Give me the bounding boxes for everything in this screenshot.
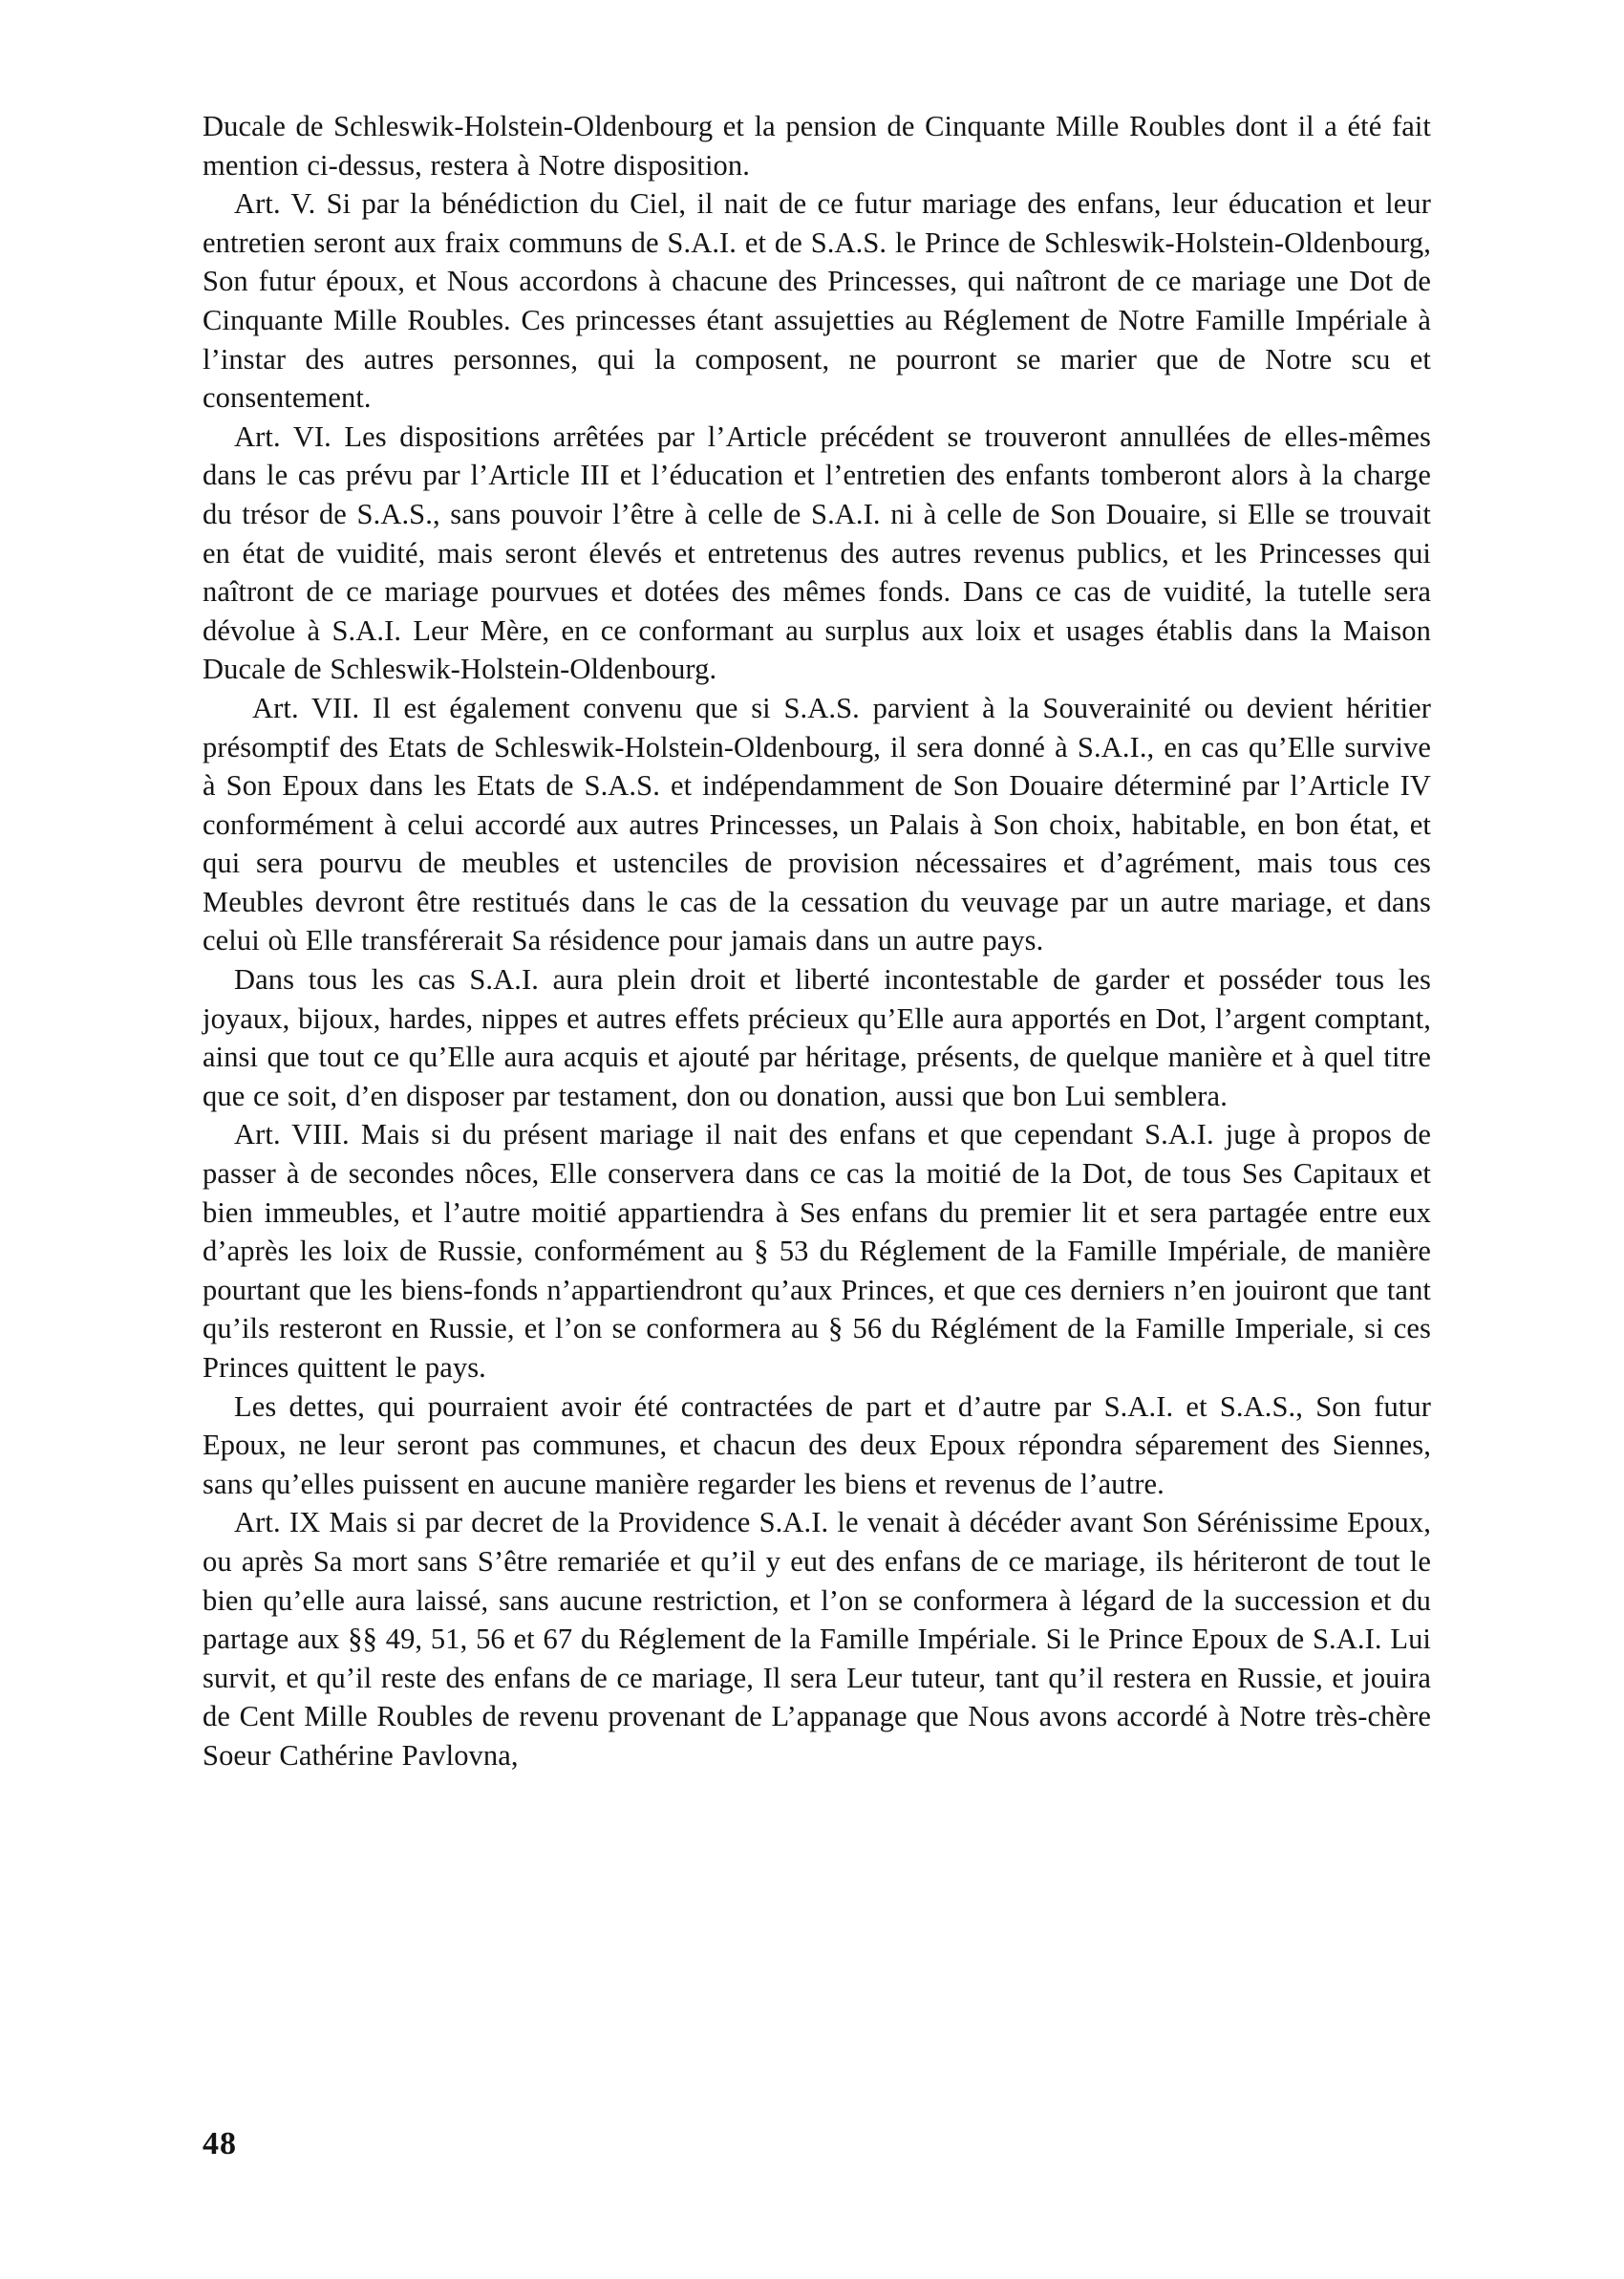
paragraph-article-viii: Art. VIII. Mais si du présent mariage il nait des enfans et que cependant S.A.I. juge à propos de passer à de secondes nôces, Elle conservera dans ce cas la moitié de la Dot, de tous Ses Capitaux et bien immeubles, et l’autre moitié appartiendra à Ses enfans du premier lit et sera partagée entre eux d’après les loix de Russie, conformément au § 53 du Réglement de la Famille Impériale, de manière pourtant que les biens-fonds n’appartiendront qu’aux Princes, et que ces derniers n’en jouiront que tant qu’ils resteront en Russie, et l’on se conformera au § 56 du Réglément de la Famille Imperiale, si ces Princes quittent le pays. — [203, 1118, 1431, 1384]
page-number: 48 — [203, 2126, 237, 2161]
document-page — [203, 107, 1431, 1775]
paragraph-article-ix: Art. IX Mais si par decret de la Providence S.A.I. le venait à décéder avant Son Sérénissime Epoux, ou après Sa mort sans S’être remariée et qu’il y eut des enfans de ce mariage, ils hériteront de tout le bien qu’elle aura laissé, sans aucune restriction, et l’on se conformera à légard de la succession et du partage aux §§ 49, 51, 56 et 67 du Réglement de la Famille Impériale. Si le Prince Epoux de S.A.I. Lui survit, et qu’il reste des enfans de ce mariage, Il sera Leur tuteur, tant qu’il restera en Russie, et jouira de Cent Mille Roubles de revenu provenant de L’appanage que Nous avons accordé à Notre très-chère Soeur Cathérine Pavlovna, — [203, 1506, 1431, 1772]
paragraph-rights: Dans tous les cas S.A.I. aura plein droit et liberté incontestable de garder et posséder tous les joyaux, bijoux, hardes, nippes et autres effets précieux qu’Elle aura apportés en Dot, l’argent comptant, ainsi que tout ce qu’Elle aura acquis et ajouté par héritage, présents, de quelque manière et à quel titre que ce soit, d’en disposer par testament, don ou donation, aussi que bon Lui semblera. — [203, 963, 1431, 1112]
paragraph-debts: Les dettes, qui pourraient avoir été contractées de part et d’autre par S.A.I. et S.A.S., Son futur Epoux, ne leur seront pas communes, et chacun des deux Epoux répondra séparement des Siennes, sans qu’elles puissent en aucune manière regarder les biens et revenus de l’autre. — [203, 1389, 1431, 1500]
paragraph-continuation: Ducale de Schleswik-Holstein-Oldenbourg et la pension de Cinquante Mille Roubles dont il a été fait mention ci-dessus, restera à Notre disposition. — [203, 110, 1431, 182]
paragraph-article-v: Art. V. Si par la bénédiction du Ciel, il nait de ce futur mariage des enfans, leur éducation et leur entretien seront aux fraix communs de S.A.I. et de S.A.S. le Prince de Schleswik-Holstein-Oldenbourg, Son futur époux, et Nous accordons à chacune des Princesses, qui naîtront de ce mariage une Dot de Cinquante Mille Roubles. Ces princesses étant assujetties au Réglement de Notre Famille Impériale à l’instar des autres personnes, qui la composent, ne pourront se marier que de Notre scu et consentement. — [203, 187, 1431, 415]
paragraph-article-vii: Art. VII. Il est également convenu que si S.A.S. parvient à la Souverainité ou devient héritier présomptif des Etats de Schleswik-Holstein-Oldenbourg, il sera donné à S.A.I., en cas qu’Elle survive à Son Epoux dans les Etats de S.A.S. et indépendamment de Son Douaire déterminé par l’Article IV conformément à celui accordé aux autres Princesses, un Palais à Son choix, habitable, en bon état, et qui sera pourvu de meubles et ustenciles de provision nécessaires et d’agrément, mais tous ces Meubles devront être restitués dans le cas de la cessation du veuvage par un autre mariage, et dans celui où Elle transférerait Sa résidence pour jamais dans un autre pays. — [203, 691, 1431, 957]
paragraph-article-vi: Art. VI. Les dispositions arrêtées par l’Article précédent se trouveront annullées de elles-mêmes dans le cas prévu par l’Article III et l’éducation et l’entretien des enfants tomberont alors à la charge du trésor de S.A.S., sans pouvoir l’être à celle de S.A.I. ni à celle de Son Douaire, si Elle se trouvait en état de vuidité, mais seront élevés et entretenus des autres revenus publics, et les Princesses qui naîtront de ce mariage pourvues et dotées des mêmes fonds. Dans ce cas de vuidité, la tutelle sera dévolue à S.A.I. Leur Mère, en ce conformant au surplus aux loix et usages établis dans la Maison Ducale de Schleswik-Holstein-Oldenbourg. — [203, 419, 1431, 686]
